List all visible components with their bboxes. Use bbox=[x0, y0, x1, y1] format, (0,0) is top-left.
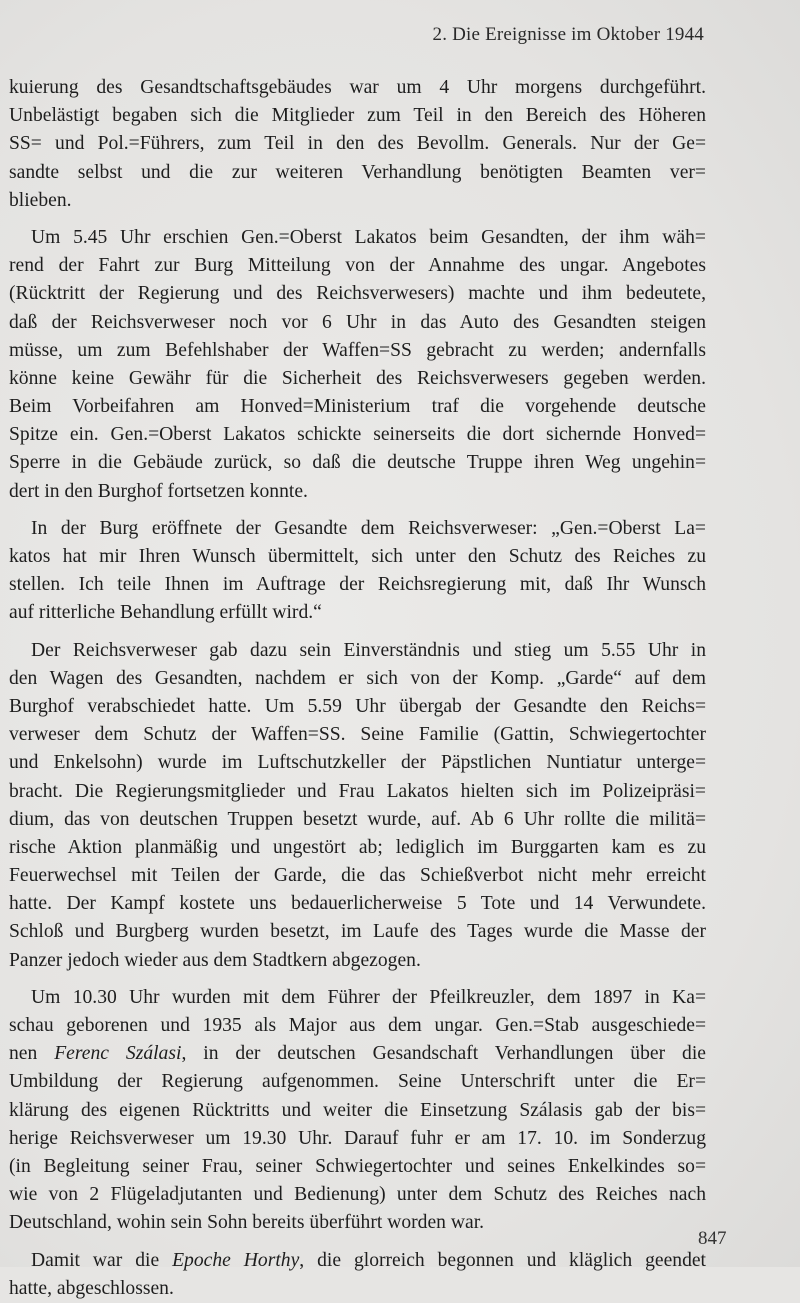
text-line: katos hat mir Ihren Wunsch übermittelt, sich unter den Schutz des Reiches zu bbox=[9, 546, 706, 567]
text-line: sandte selbst und die zur weiteren Verhandlung benötigten Beamten ver= bbox=[9, 161, 706, 183]
text-line: (Rücktritt der Regierung und des Reichsverwesers) machte und ihm bedeutete, bbox=[9, 283, 706, 305]
paragraph bbox=[9, 984, 706, 1238]
text-line: daß der Reichsverweser noch vor 6 Uhr in das Auto des Gesandten steigen bbox=[9, 311, 706, 333]
text-line: hatte, abgeschlossen. bbox=[9, 1277, 174, 1299]
text-line: kuierung des Gesandtschaftsgebäudes war um 4 Uhr morgens durchgeführt. bbox=[9, 77, 706, 98]
text-line: Um 10.30 Uhr wurden mit dem Führer der Pfeilkreuzler, dem 1897 in Ka= bbox=[31, 986, 706, 1008]
text-line: dert in den Burghof fortsetzen konnte. bbox=[9, 480, 308, 502]
page-number: 847 bbox=[698, 1228, 727, 1249]
italic-name: Ferenc Szálasi bbox=[54, 1043, 182, 1065]
text-line: und Enkelsohn) wurde im Luftschutzkeller der Päpstlichen Nuntiatur unterge= bbox=[9, 752, 706, 774]
paragraph-gap bbox=[9, 506, 706, 515]
paragraph-gap bbox=[9, 215, 706, 224]
text-line: herige Reichsverweser um 19.30 Uhr. Darauf fuhr er am 17. 10. im Sonderzug bbox=[9, 1127, 706, 1149]
text-line: auf ritterliche Behandlung erfüllt wird.“ bbox=[9, 602, 322, 624]
text-line: schau geborenen und 1935 als Major aus dem ungar. Gen.=Stab ausgeschiede= bbox=[9, 1015, 706, 1036]
text-line: Umbildung der Regierung aufgenommen. Seine Unterschrift unter die Er= bbox=[9, 1071, 706, 1093]
text-line: Schloß und Burgberg wurden besetzt, im Laufe des Tages wurde die Masse der bbox=[9, 921, 706, 943]
text-line: könne keine Gewähr für die Sicherheit des Reichsverwesers gegeben werden. bbox=[9, 367, 706, 389]
text-line: wie von 2 Flügeladjutanten und Bedienung) unter dem Schutz des Reiches nach bbox=[9, 1184, 706, 1206]
body-text bbox=[9, 74, 706, 1303]
text-line: Sperre in die Gebäude zurück, so daß die deutsche Truppe ihren Weg ungehin= bbox=[9, 452, 706, 474]
text-line: stellen. Ich teile Ihnen im Auftrage der Reichsregierung mit, daß Ihr Wunsch bbox=[9, 574, 706, 596]
text-line: Damit war die Epoche Horthy, die glorreich begonnen und kläglich geendet bbox=[31, 1249, 707, 1271]
text-line: Feuerwechsel mit Teilen der Garde, die das Schießverbot nicht mehr erreicht bbox=[9, 865, 706, 887]
text-line: Unbelästigt begaben sich die Mitglieder zum Teil in den Bereich des Höheren bbox=[9, 105, 706, 127]
paragraph bbox=[9, 1247, 706, 1303]
text-line: bracht. Die Regierungsmitglieder und Frau Lakatos hielten sich im Polizeipräsi= bbox=[9, 780, 706, 802]
paragraph-gap bbox=[9, 628, 706, 637]
text-line: blieben. bbox=[9, 189, 72, 211]
paragraph-gap bbox=[9, 1238, 706, 1247]
paragraph bbox=[9, 74, 706, 215]
text-line: dium, das von deutschen Truppen besetzt wurde, auf. Ab 6 Uhr rollte die militä= bbox=[9, 808, 706, 830]
text-line: Um 5.45 Uhr erschien Gen.=Oberst Lakatos beim Gesandten, der ihm wäh= bbox=[31, 226, 706, 248]
text-line: Panzer jedoch wieder aus dem Stadtkern abgezogen. bbox=[9, 949, 421, 971]
text-line: müsse, um zum Befehlshaber der Waffen=SS gebracht zu werden; andernfalls bbox=[9, 339, 706, 361]
paragraph-gap bbox=[9, 975, 706, 984]
paragraph bbox=[9, 224, 706, 506]
text-line: In der Burg eröffnete der Gesandte dem Reichsverweser: „Gen.=Oberst La= bbox=[31, 517, 706, 539]
text-line: rische Aktion planmäßig und ungestört ab; lediglich im Burggarten kam es zu bbox=[9, 836, 706, 858]
text-line: verweser dem Schutz der Waffen=SS. Seine Familie (Gattin, Schwiegertochter bbox=[9, 724, 706, 746]
text-line: SS= und Pol.=Führers, zum Teil in den des Bevollm. Generals. Nur der Ge= bbox=[9, 133, 706, 155]
text-line: nen Ferenc Szálasi, in der deutschen Gesandschaft Verhandlungen über die bbox=[9, 1043, 706, 1065]
paragraph bbox=[9, 515, 706, 628]
italic-name: Epoche Horthy bbox=[172, 1249, 300, 1271]
text-line: Deutschland, wohin sein Sohn bereits überführt worden war. bbox=[9, 1212, 485, 1234]
text-line: Beim Vorbeifahren am Honved=Ministerium traf die vorgehende deutsche bbox=[9, 396, 706, 418]
text-line: den Wagen des Gesandten, nachdem er sich von der Komp. „Garde“ auf dem bbox=[9, 667, 706, 689]
text-line: Burghof verabschiedet hatte. Um 5.59 Uhr übergab der Gesandte den Reichs= bbox=[9, 695, 706, 717]
text-line: (in Begleitung seiner Frau, seiner Schwiegertochter und seines Enkelkindes so= bbox=[9, 1155, 706, 1177]
running-head: 2. Die Ereignisse im Oktober 1944 bbox=[432, 24, 704, 45]
text-line: Spitze ein. Gen.=Oberst Lakatos schickte seinerseits die dort sichernde Honved= bbox=[9, 424, 706, 446]
paragraph bbox=[9, 637, 706, 975]
text-line: hatte. Der Kampf kostete uns bedauerlicherweise 5 Tote und 14 Verwundete. bbox=[9, 893, 706, 915]
text-line: klärung des eigenen Rücktritts und weiter die Einsetzung Szálasis gab der bis= bbox=[9, 1099, 706, 1121]
text-line: Der Reichsverweser gab dazu sein Einverständnis und stieg um 5.55 Uhr in bbox=[31, 639, 706, 661]
text-line: rend der Fahrt zur Burg Mitteilung von der Annahme des ungar. Angebotes bbox=[9, 255, 706, 277]
